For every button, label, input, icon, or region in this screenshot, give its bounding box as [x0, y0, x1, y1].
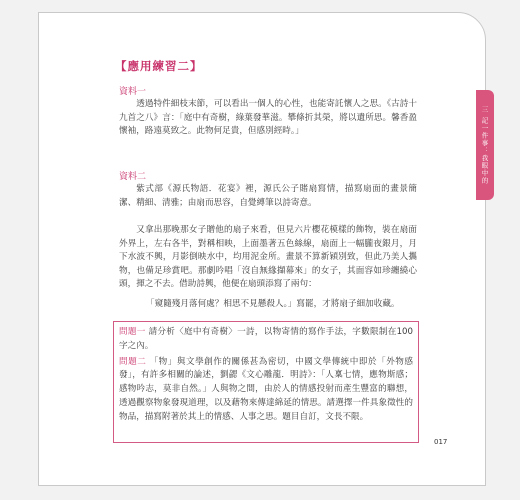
question-2-label: 問題二: [119, 356, 147, 367]
question-1-text: 請分析〈庭中有奇樹〉一詩，以物寄情的寫作手法，字數限制在100字之內。: [119, 327, 413, 351]
question-1: [119, 326, 413, 354]
material2-quote: 「窺隨殘月落何處？相思不見懸殺人。」寫罷，才將扇子細加收藏。: [146, 299, 400, 309]
question-1-label: 問題一: [119, 327, 146, 337]
material2-label: 資料二: [119, 172, 147, 182]
question-2-text: 「物」與文學創作的關係甚為密切，中國文學傳統中即於「外物感發」，有許多相關的論述，劉勰《文心雕龍．明詩》：「人稟七情，應物斯感；感物吟志，莫非自然。」人與物之間，由於人的情感投射而產生豐富的聯想，透過觀察物象發現道理，以及藉物來傳達綿延的情思。請選擇一件具象徵性的物品，描寫附著於其上的情感、人事之思。題目自訂，文長不限。: [119, 356, 413, 422]
page-number: 017: [434, 438, 448, 446]
material2-paragraph1: 紫式部《源氏物語．花宴》裡，源氏公子賭扇寫情，描寫扇面的畫景簡潔、精細、清雅；由扇而思容，自覺縛筆以詩寄意。: [119, 184, 417, 208]
section-title: 【應用練習二】: [115, 59, 203, 73]
question-2: [119, 356, 413, 425]
material1-label: 資料一: [119, 87, 147, 97]
material1-text: 透過特件細枝末節，可以看出一個人的心性，也能寄託懷人之思。《古詩十九首之八》言：「庭中有奇樹，綠葉發華滋。攀條折其榮，將以遺所思。馨香盈懷袖，路遠莫致之。此物何足貴，但感別經時。」: [119, 99, 417, 137]
chapter-side-tab: 三 記一件事：我眼中的: [476, 90, 494, 200]
material2-paragraph2: 又拿出那晚那女子贈他的扇子來看，但見六片櫻花模樣的飾物，裝在扇面外界上，左右各半，對稱相映，上面墨著五色絲線，扇面上一幅朧夜銀月，月下水波不興，月影倒映水中，均用泥金所。畫景不算新穎別致，但此乃美人攜物，也備足珍賞吧。那劇吟唱「沒自無緣擷幕來」的女子，其面容如珍纏繞心頭，揮之不去。借助詩興，他便在扇頭添寫了兩句：: [119, 225, 417, 290]
questions-box: [113, 321, 419, 443]
